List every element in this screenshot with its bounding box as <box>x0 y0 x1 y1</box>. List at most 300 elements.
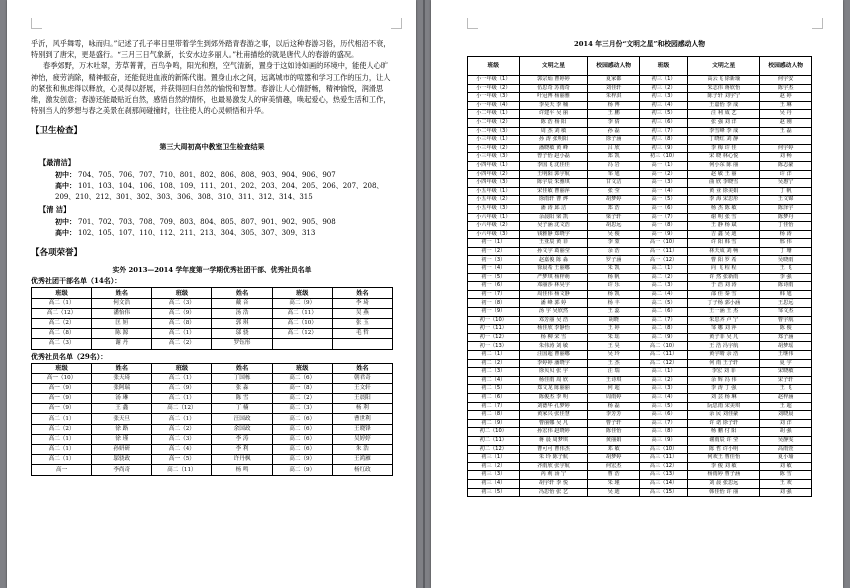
stars-cell: 杨佳雨 周 欣 <box>519 376 588 385</box>
stars-cell: 黄 业 徐美娟 <box>688 187 760 196</box>
stars-cell: 小三年级（3） <box>468 153 520 162</box>
stars-cell: 初三（2） <box>639 84 687 93</box>
stars-cell: 邹文杰 <box>760 308 812 317</box>
cadres-cell: 邬 骁 <box>212 329 272 339</box>
stars-cell: 吴 丹 <box>760 110 812 119</box>
stars-cell: 刘德华 孔梦婷 <box>519 402 588 411</box>
stars-cell: 蒋 晨 周梦琪 <box>519 436 588 445</box>
table-row <box>468 256 812 265</box>
stars-cell: 刘 芸 杨 琳 <box>688 393 760 402</box>
members-cell: 李 涛 <box>212 434 272 444</box>
stars-cell: 夏小瑜 <box>760 454 812 463</box>
table-row <box>468 101 812 110</box>
stars-cell: 朱 瑾 <box>588 479 640 488</box>
stars-cell: 高三（3） <box>639 385 687 394</box>
stars-cell: 郑文龙 陈丽丽 <box>519 385 588 394</box>
stars-cell: 小二年级（3） <box>468 127 520 136</box>
stars-cell: 曹宇航 <box>760 316 812 325</box>
stars-cell: 王一涵 王 杰 <box>688 308 760 317</box>
table-row <box>468 187 812 196</box>
stars-cell: 王思远 <box>760 299 812 308</box>
stars-cell: 小五年级（1） <box>468 187 520 196</box>
stars-cell: 王诗琪 <box>588 376 640 385</box>
stars-cell: 吴子涵 沈文浩 <box>519 222 588 231</box>
stars-cell: 曹可可 曹伟杰 <box>519 445 588 454</box>
members-header-cell: 班级 <box>272 363 332 373</box>
cadres-cell: 高二（12） <box>272 329 332 339</box>
members-cell: 高二（11） <box>152 465 212 475</box>
stars-cell: 初二（3） <box>468 368 520 377</box>
stars-cell: 曹 浩 <box>588 471 640 480</box>
table-row <box>32 383 393 393</box>
stars-cell: 小一年级（2） <box>468 84 520 93</box>
document-page-right <box>431 0 843 588</box>
stars-cell: 甘文洁 <box>588 179 640 188</box>
members-cell: 李尚奇 <box>92 465 152 475</box>
stars-cell: 杨 博 <box>588 101 640 110</box>
stars-cell: 邹 旭 <box>588 170 640 179</box>
stars-cell: 初二（11） <box>468 436 520 445</box>
stars-cell: 高三（2） <box>639 376 687 385</box>
stars-cell: 初一（6） <box>468 282 520 291</box>
stars-cell: 潘晓敏 黄 峰 <box>519 144 588 153</box>
table-row <box>468 479 812 488</box>
members-cell: 王鸿雁 <box>332 455 392 465</box>
stars-cell: 李 强 <box>760 273 812 282</box>
stars-cell: 高三（13） <box>639 471 687 480</box>
stars-cell: 小三年级（2） <box>468 144 520 153</box>
stars-cell: 初二（10） <box>468 428 520 437</box>
table-row <box>468 265 812 274</box>
table-row <box>468 161 812 170</box>
members-cell: 高二（3） <box>272 404 332 414</box>
intro-paragraph: 春季郊野，万木吐翠，芳草菁菁，百鸟争鸣，阳光和煦，空气清新，置身于这如诗如画的环境中，能使人心旷神怡，疲劳消除，精神振奋，还能促进血液的新陈代谢。置身山水之间，远离城市的喧嚣和学习工作的压力，让人的紧张和焦虑得以释放，心灵得以舒展，并获得回归自然的愉悦和智慧。春游让人心情舒畅，精神愉悦，润滑思维，激发创意；春游还能最贴近自然，感悟自然的情怀，也最易激发人的审美情趣，唤起爱心，热爱生活和工作，特别当人的梦想与春之美景在刹那间碰撞时，往往使人的心灵顿悟和升华。 <box>31 61 391 116</box>
stars-cell: 张 强 刘 洋 <box>688 118 760 127</box>
stars-cell: 吴静雯 <box>760 436 812 445</box>
stars-cell: 余晨阳 梁 凯 <box>519 213 588 222</box>
class-list: 701、702、703、708、709、803、804、805、807、901、902、905、908 <box>78 217 336 226</box>
stars-cell: 郑 凯 <box>588 153 640 162</box>
stars-cell: 冯思怡 张 艺 <box>519 488 588 497</box>
stars-header-cell: 班级 <box>639 57 687 76</box>
stars-cell: 阮思雨 宋美琪 <box>688 402 760 411</box>
stars-cell: 高一（2） <box>639 170 687 179</box>
table-row <box>32 424 393 434</box>
members-cell: 高二（1） <box>32 434 92 444</box>
honors-heading: 【各项荣誉】 <box>31 248 83 259</box>
stars-cell: 吉 鑫 吴 迪 <box>688 230 760 239</box>
left-page-content <box>31 38 393 476</box>
stars-cell: 刘佳轩 <box>588 84 640 93</box>
stars-cell: 芮 莉 汤 宁 <box>519 471 588 480</box>
stars-cell: 初二（5） <box>468 385 520 394</box>
members-list-heading: 优秀社员名单（29名）： <box>31 351 108 361</box>
stars-cell: 丁佳怡 <box>760 222 812 231</box>
cadres-header-cell: 姓名 <box>332 288 392 298</box>
stars-cell: 刘 强 <box>760 488 812 497</box>
stars-cell: 伍思奇 苏雨奇 <box>519 84 588 93</box>
table-row <box>32 373 393 383</box>
cadres-cell: 何文浩 <box>92 298 152 308</box>
stars-cell: 王明阳 郭宇航 <box>519 170 588 179</box>
cadres-header-cell: 班级 <box>32 288 92 298</box>
stars-cell: 梁子轩 <box>588 213 640 222</box>
table-row <box>468 93 812 102</box>
table-row <box>468 273 812 282</box>
stars-cell: 周佳伟 杨文静 <box>519 290 588 299</box>
cadres-cell: 潘怡伟 <box>92 308 152 318</box>
intro-paragraph: 乎沂，风乎舞雩，咏而归。”记述了孔子率日里带着学生到郊外踏青春游之事，以后这种春游习俗，历代相沿不衰，特别到了唐宋，更是盛行。“三月三日气象新，长安水边多丽人。”杜甫描绘的就是唐代人的春游的盛况。 <box>31 39 391 60</box>
stars-cell: 陈 雪 <box>760 471 812 480</box>
stars-cell: 赵 婷 <box>760 93 812 102</box>
stars-cell: 杨 涛 <box>760 230 812 239</box>
stars-cell: 杨 磊 <box>588 402 640 411</box>
table-row <box>468 333 812 342</box>
stars-cell: 王 昊 <box>588 342 640 351</box>
stars-cell: 赵 刚 <box>760 118 812 127</box>
stars-cell: 汤 宇 吴欣然 <box>519 308 588 317</box>
stars-cell: 小三年级（1） <box>468 136 520 145</box>
stars-cell: 初一（13） <box>468 342 520 351</box>
members-cell: 高二（6） <box>272 445 332 455</box>
members-cell: 徐 瑾 <box>92 434 152 444</box>
table-row <box>468 213 812 222</box>
stars-cell: 叶冠博 杨丽雅 <box>519 93 588 102</box>
stars-cell: 高三（10） <box>639 445 687 454</box>
stars-cell: 吴 玲 <box>588 351 640 360</box>
stars-cell: 高一（6） <box>639 204 687 213</box>
members-cell: 杨 利 <box>332 404 392 414</box>
stars-cell: 高三（15） <box>639 488 687 497</box>
stars-cell: 高一（8） <box>639 222 687 231</box>
stars-cell: 孙 磊 <box>588 127 640 136</box>
members-cell: 高一（9） <box>32 404 92 414</box>
stars-cell: 汪国超 曹丽娜 <box>519 351 588 360</box>
cadres-cell: 高二（10） <box>272 318 332 328</box>
table-row <box>468 402 812 411</box>
stars-cell: 王 静 杨 斌 <box>688 222 760 231</box>
stars-cell: 小一年级（4） <box>468 101 520 110</box>
stars-cell: 赵嘉俊 陈 淼 <box>519 256 588 265</box>
stars-cell: 黄子菲 吴 凡 <box>688 333 760 342</box>
stars-cell: 初三（5） <box>468 488 520 497</box>
stars-cell: 许 乐 <box>588 282 640 291</box>
stars-cell: 小四年级（1） <box>468 161 520 170</box>
stars-header-cell: 校园感动人物 <box>588 57 640 76</box>
stars-cell: 郭宗灿 曹婷婷 <box>519 76 588 85</box>
stars-cell: 高二（11） <box>639 351 687 360</box>
hygiene-row <box>55 217 393 228</box>
members-header-cell: 班级 <box>152 363 212 373</box>
stars-header-cell: 校园感动人物 <box>760 57 812 76</box>
members-cell: 高一（5） <box>152 455 212 465</box>
members-cell: 汤 琳 <box>92 394 152 404</box>
stars-cell: 王 飞 <box>760 385 812 394</box>
cadres-list-heading: 优秀社团干部名单（14名）： <box>31 276 122 286</box>
stars-cell: 宋子轩 <box>760 376 812 385</box>
stars-cell: 许 洋 <box>760 170 812 179</box>
stars-cell: 许建平 吴 丽 <box>519 110 588 119</box>
stars-cell: 高一（10） <box>639 239 687 248</box>
table-row <box>468 127 812 136</box>
stars-cell: 朱 瑶 <box>588 333 640 342</box>
stars-cell: 小二年级（1） <box>468 110 520 119</box>
table-row <box>468 368 812 377</box>
stars-cell: 邹 娜 刘 萍 <box>688 325 760 334</box>
members-cell: 高二（4） <box>152 445 212 455</box>
members-cell: 高一 <box>32 465 92 475</box>
stars-cell: 孙 涛 张明阳 <box>519 136 588 145</box>
stars-cell: 胡宇轩 李 悦 <box>519 479 588 488</box>
table-row <box>468 308 812 317</box>
table-row <box>468 170 812 179</box>
honors-title: 实外 2013—2014 学年度第一学期优秀社团干部、优秀社员名单 <box>112 266 312 275</box>
stars-cell: 高一（9） <box>639 230 687 239</box>
members-cell: 高二（6） <box>272 373 332 383</box>
stars-cell: 李国飞 沈佳佳 <box>519 161 588 170</box>
members-cell: 李 利 <box>212 445 272 455</box>
stars-cell: 初二（7） <box>468 402 520 411</box>
cadres-cell <box>272 339 332 349</box>
stars-cell: 陈宇杰 <box>760 84 812 93</box>
stars-cell: 李昊天 李 楠 <box>519 101 588 110</box>
stars-cell: 何欢王 曹佳怡 <box>688 454 760 463</box>
stars-cell: 徐贝贝 张 宇 <box>519 368 588 377</box>
table-row <box>468 428 812 437</box>
margin-corner-mark <box>812 18 823 29</box>
stars-cell: 初三（4） <box>639 101 687 110</box>
stars-cell: 高二（7） <box>639 316 687 325</box>
stars-cell: 小一年级（3） <box>468 93 520 102</box>
table-row <box>32 455 393 465</box>
stars-cell: 汪 瑞 <box>588 368 640 377</box>
stars-cell: 高二（1） <box>639 265 687 274</box>
cadres-cell: 张 玉 <box>332 318 392 328</box>
stars-cell: 宋 晓 林心悦 <box>688 153 760 162</box>
stars-cell: 于 浩 刘 涛 <box>688 282 760 291</box>
stars-cell: 朱 凯 <box>588 265 640 274</box>
members-cell: 孙妍研 <box>92 445 152 455</box>
stars-cell: 初三（1） <box>468 454 520 463</box>
hygiene-row <box>55 181 393 203</box>
stars-cell: 杨 丰 <box>588 299 640 308</box>
cadres-cell: 毛 哲 <box>332 329 392 339</box>
stars-cell: 何宇婷 <box>760 144 812 153</box>
stars-cell: 初三（5） <box>639 110 687 119</box>
stars-cell: 曹 阳 罗 希 <box>688 256 760 265</box>
hygiene-report-title: 第三大周初高中教室卫生检查结果 <box>159 142 265 152</box>
stars-cell: 高三（1） <box>639 368 687 377</box>
members-cell: 汪国政 <box>212 414 272 424</box>
stars-cell: 小四年级（2） <box>468 170 520 179</box>
members-cell: 高二（9） <box>272 465 332 475</box>
stars-cell: 初一（7） <box>468 290 520 299</box>
cadres-cell: 高二（11） <box>272 308 332 318</box>
members-cell: 高一（9） <box>32 394 92 404</box>
stars-cell: 夏家都 <box>588 76 640 85</box>
stars-cell: 刘 晨 张思远 <box>688 479 760 488</box>
table-row <box>468 351 812 360</box>
stars-cell: 丁 帆 <box>760 187 812 196</box>
stars-cell: 高二（3） <box>639 282 687 291</box>
cadres-cell: 高二（12） <box>32 308 92 318</box>
stars-cell: 潘 峰 郭 婷 <box>519 299 588 308</box>
stars-cell: 刘晓晨 <box>760 411 812 420</box>
stars-cell: 丁 珊 <box>760 247 812 256</box>
cadres-cell: 罗钰彤 <box>212 339 272 349</box>
document-page-left <box>7 0 416 588</box>
stars-cell: 朱伟涛 刘 敏 <box>519 342 588 351</box>
members-cell: 高二（12） <box>152 404 212 414</box>
stars-cell: 余 辉 冯 伟 <box>688 376 760 385</box>
stars-cell: 初二（2） <box>468 359 520 368</box>
stars-cell: 徐雨轩 曹 烨 <box>519 196 588 205</box>
table-row <box>468 239 812 248</box>
table-row <box>468 376 812 385</box>
table-row <box>468 76 812 85</box>
stars-cell: 吕 欣 <box>588 144 640 153</box>
stars-cell: 邓芳丽 吴 浩 <box>519 316 588 325</box>
stars-cell: 吴晓雨 <box>760 256 812 265</box>
stars-cell: 李 俊 刘 敏 <box>688 462 760 471</box>
stars-cell: 胡梦婷 <box>588 454 640 463</box>
table-row <box>468 299 812 308</box>
stars-cell: 小一年级（1） <box>468 76 520 85</box>
table-row <box>468 393 812 402</box>
cadres-header-cell: 姓名 <box>92 288 152 298</box>
stars-cell: 李宏 刘 菲 <box>688 368 760 377</box>
table-row <box>32 394 393 404</box>
stars-cell: 陈泽宇 <box>760 204 812 213</box>
class-list: 101、103、104、106、108、109、111、201、202、203、204、205、206、207、208、209、210、212、301、302、303、306、308、310、311、312、314、315 <box>55 182 384 202</box>
stars-cell: 杨 帆 <box>588 273 640 282</box>
members-cell: 杨 鸣 <box>212 465 272 475</box>
table-row <box>32 404 393 414</box>
stars-cell: 周雨婷 <box>588 393 640 402</box>
stars-cell: 高三（4） <box>639 393 687 402</box>
stars-cell: 初二（4） <box>468 376 520 385</box>
table-row <box>468 488 812 497</box>
stars-cell: 何小东 陈 丽 <box>688 161 760 170</box>
civility-stars-table <box>467 56 812 497</box>
margin-corner-mark <box>467 18 478 29</box>
stars-cell: 孙宏伟 赵晓婷 <box>519 428 588 437</box>
stars-cell: 初三（3） <box>639 93 687 102</box>
stars-cell: 许 然 张新雨 <box>688 273 760 282</box>
table-row <box>32 414 393 424</box>
table-row <box>468 454 812 463</box>
members-cell: 高二（1） <box>32 455 92 465</box>
stars-cell: 小六年级（2） <box>468 222 520 231</box>
stars-cell: 陈子轩 刘宇宁 <box>688 93 760 102</box>
clean-label: 【清 洁】 <box>39 204 71 214</box>
table-row <box>32 434 393 444</box>
grade-label: 高中： <box>55 227 76 237</box>
members-cell: 王晓锋 <box>332 424 392 434</box>
stars-cell: 郑 浩 <box>588 204 640 213</box>
stars-cell: 丁子杨 郭小涵 <box>688 299 760 308</box>
cadres-cell: 戴 音 <box>212 298 272 308</box>
table-row <box>468 204 812 213</box>
hygiene-row <box>55 228 393 239</box>
class-list: 102、105、107、110、112、211、213、304、305、307、309、313 <box>78 228 316 237</box>
stars-cell: 王 蕊 <box>588 308 640 317</box>
members-cell: 朝君奇 <box>332 373 392 383</box>
stars-cell: 宋佳敏 曹丽萍 <box>519 187 588 196</box>
members-cell: 张天旦 <box>92 414 152 424</box>
stars-cell: 韩佳怡 许 丽 <box>688 488 760 497</box>
stars-cell: 丁晓红 刘 静 <box>688 136 760 145</box>
table-row <box>468 325 812 334</box>
stars-cell: 初一（4） <box>468 265 520 274</box>
members-cell: 高二（1） <box>32 445 92 455</box>
stars-cell: 小五年级（3） <box>468 204 520 213</box>
stars-cell: 高云飞 徐新瑜 <box>688 76 760 85</box>
members-cell: 高二（3） <box>152 434 212 444</box>
stars-cell: 胡思远 <box>588 222 640 231</box>
stars-cell: 高二（2） <box>639 273 687 282</box>
grade-label: 高中： <box>55 181 76 191</box>
stars-cell: 黄宇晴 余 浩 <box>688 351 760 360</box>
stars-cell: 许 阳 韩 雪 <box>688 239 760 248</box>
stars-cell: 郑子涵 <box>760 333 812 342</box>
stars-cell: 何宏杰 <box>588 462 640 471</box>
stars-cell: 胡 强 <box>760 428 812 437</box>
table-row <box>468 471 812 480</box>
stars-cell: 王 浩 冯宇航 <box>688 342 760 351</box>
cadres-cell: 高二（3） <box>32 339 92 349</box>
stars-cell: 高一（4） <box>639 187 687 196</box>
cadres-table <box>31 287 393 349</box>
cadres-cell: 高二（8） <box>32 329 92 339</box>
stars-cell: 黄家兴 张佳慧 <box>519 411 588 420</box>
members-cell: 许丹枫 <box>212 455 272 465</box>
stars-cell: 小二年级（2） <box>468 118 520 127</box>
margin-corner-mark <box>391 18 402 29</box>
stars-cell: 邓 敏 <box>588 445 640 454</box>
stars-cell: 高二（5） <box>639 299 687 308</box>
table-row <box>468 385 812 394</box>
members-cell: 曹世利 <box>332 414 392 424</box>
stars-cell: 陈 俊 <box>760 325 812 334</box>
stars-cell: 初二（8） <box>468 411 520 420</box>
members-cell: 高二（9） <box>272 455 332 465</box>
members-header-cell: 姓名 <box>332 363 392 373</box>
table-row <box>468 419 812 428</box>
members-header-cell: 姓名 <box>212 363 272 373</box>
stars-cell <box>760 136 812 145</box>
table-row <box>468 282 812 291</box>
stars-header-cell: 文明之星 <box>688 57 760 76</box>
table-row <box>468 84 812 93</box>
cadres-cell: 高二（9） <box>272 298 332 308</box>
stars-title: 2014 年三月份“文明之星”和校园感动人物 <box>573 40 706 48</box>
stars-cell: 初三（6） <box>639 118 687 127</box>
table-row <box>32 308 393 318</box>
stars-header-cell: 文明之星 <box>519 57 588 76</box>
table-row <box>468 290 812 299</box>
stars-cell: 王 超 <box>760 402 812 411</box>
members-cell: 张天琦 <box>92 373 152 383</box>
table-row <box>32 339 393 349</box>
stars-cell: 高三（5） <box>639 402 687 411</box>
right-page-content <box>467 38 812 497</box>
stars-cell: 何 雨 王子轩 <box>688 359 760 368</box>
stars-cell: 曲 欣 李晓雪 <box>688 179 760 188</box>
members-cell: 朱 浩 <box>332 445 392 455</box>
members-cell: 高二（6） <box>272 434 332 444</box>
stars-cell: 小五年级（2） <box>468 196 520 205</box>
